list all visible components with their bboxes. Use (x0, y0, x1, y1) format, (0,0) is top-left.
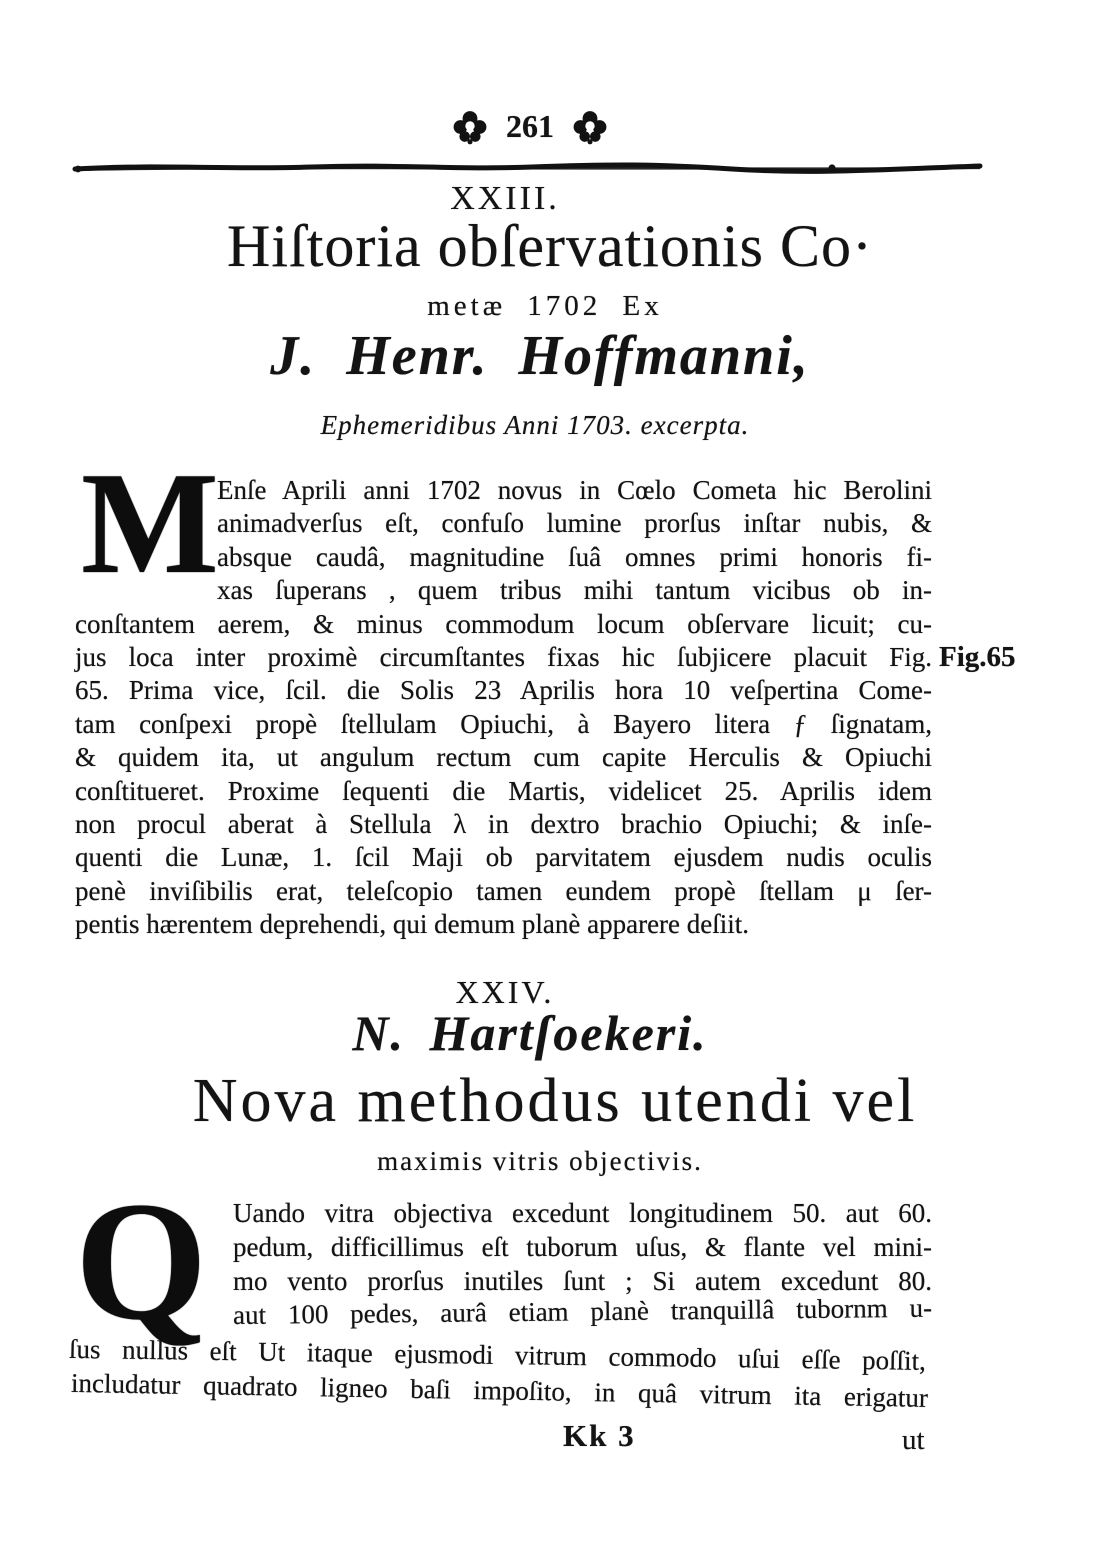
body-line: penè inviſibilis erat, teleſcopio tamen eundem propè ſtellam μ ſer- (75, 875, 932, 906)
article-24-subtitle: maximis vitris objectivis. (377, 1146, 703, 1176)
margin-note-fig65: Fig.65 (939, 641, 1016, 673)
article-24-title: Nova methodus utendi vel (192, 1067, 918, 1135)
body-line: jus loca inter proximè circumſtantes fixas hic ſubjicere placuit Fig. (75, 642, 932, 673)
body-line: aut 100 pedes, aurâ etiam planè tranquillâ tubornm u- (232, 1292, 933, 1330)
body-line: & quidem ita, ut angulum rectum cum capite Herculis & Opiuchi (75, 742, 932, 773)
body-line: ſus nullus eſt Ut itaque ejusmodi vitrum commodo uſui eſſe poſſit, (68, 1333, 927, 1376)
body-line: 65. Prima vice, ſcil. die Solis 23 Aprilis hora 10 veſpertina Come- (75, 675, 932, 706)
body-line: conſtantem aerem, & minus commodum locum obſervare licuit; cu- (75, 608, 932, 639)
article-24-paragraph (68, 1167, 933, 1413)
fleuron-ornament-icon (572, 109, 608, 145)
body-line: pedum, difficillimus eſt tuborum uſus, & flante vel mini- (233, 1232, 932, 1262)
body-line: animadverſus eſt, confuſo lumine prorſus inſtar nubis, & (217, 508, 932, 539)
body-line: includatur quadrato ligneo baſi impoſito, in quâ vitrum ita erigatur (70, 1367, 929, 1413)
article-23-author: J. Henr. Hoffmanni, (270, 325, 810, 387)
article-23-title-line2: metæ 1702 Ex (427, 290, 663, 322)
article-23-subtitle: Ephemeridibus Anni 1703. excerpta. (320, 410, 750, 440)
fleuron-ornament-icon (452, 109, 488, 145)
article-23-title: Hiſtoria obſervationis Co· (227, 213, 873, 279)
body-line: absque caudâ, magnitudine ſuâ omnes primi honoris fi- (217, 541, 932, 572)
article-23-paragraph (75, 442, 1016, 942)
body-line: Enſe Aprili anni 1702 novus in Cœlo Cometa hic Berolini (217, 475, 932, 505)
body-line: quenti die Lunæ, 1. ſcil Maji ob parvitatem ejusdem nudis oculis (75, 842, 932, 873)
article-23-number: XXIII. (450, 180, 560, 217)
page-header (0, 108, 1060, 145)
body-line: pentis hærentem deprehendi, qui demum planè apparere deſiit. (75, 909, 750, 940)
dropcap-m: M (81, 442, 219, 604)
article-24-number: XXIV. (455, 974, 555, 1010)
body-line: xas ſuperans , quem tribus mihi tantum vicibus ob in- (217, 575, 932, 606)
body-line: conſtitueret. Proxime ſequenti die Martis, videlicet 25. Aprilis idem (75, 775, 932, 806)
signature-mark: Kk 3 (563, 1418, 636, 1453)
catchword: ut (902, 1424, 925, 1456)
body-line: mo vento prorſus inutiles ſunt ; Si autem excedunt 80. (233, 1266, 932, 1296)
body-line: non procul aberat à Stellula λ in dextro brachio Opiuchi; & inſe- (75, 809, 932, 840)
body-line: tam conſpexi propè ſtellulam Opiuchi, à Bayero litera ƒ ſignatam, (75, 708, 932, 739)
article-24-author: N. Hartſoekeri. (352, 1005, 708, 1061)
header-rule (72, 160, 986, 181)
page-number: 261 (506, 108, 554, 144)
body-line: Uando vitra objectiva excedunt longitudinem 50. aut 60. (233, 1198, 932, 1228)
dropcap-q: Q (75, 1167, 208, 1355)
